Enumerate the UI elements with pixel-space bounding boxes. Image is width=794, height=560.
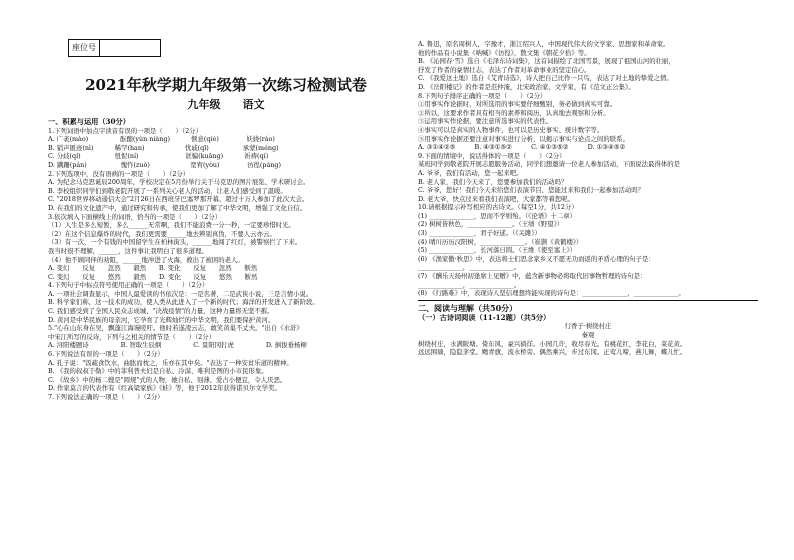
question-line: ______________，______________。 bbox=[418, 280, 521, 289]
question-line: 9.下面的情境中，说话得体的一项是（ ）（2分） bbox=[418, 151, 566, 160]
question-line: (1) ______________，思而不学则殆。（《论语》十二章） bbox=[418, 211, 577, 220]
question-line: D. 老大爷，快点过来看我们表演吧，大家都等着您呢。 bbox=[418, 194, 574, 203]
question-line: A. ③①④②⑤ B. ④③①⑤② C. ④①③⑤② D. ①③④⑤② bbox=[418, 143, 626, 152]
question-line: 秦观 bbox=[581, 331, 595, 339]
question-line: B. 《沁园春·雪》选自《毛泽东诗词集》，这首词描绘了北国雪景，展现了祖国山河的壮丽， bbox=[418, 57, 675, 66]
question-line: C. 变幻 反复 悠然 毅然 D. 变化 反复 悠然 断然 bbox=[48, 272, 258, 281]
question-line: A. 爷爷，我们有活动，您一起来吧。 bbox=[418, 168, 523, 177]
question-line: 7.下列说法正确的一项是（ ）（2分） bbox=[48, 393, 164, 401]
question-line: (3) ______________，君子好逑。（《关雎》） bbox=[418, 229, 541, 238]
question-line: A. 广袤(mào) 酝酿(yùn niàng) 惬意(qiè) 妖娆(ráo) bbox=[48, 135, 275, 144]
question-line: D. 《岳阳楼记》的作者是范仲淹，北宋政治家、文学家，有《范文正公集》。 bbox=[418, 82, 635, 91]
question-line: (5) ______________，长河落日圆。（王维《使至塞上》） bbox=[418, 246, 577, 255]
seat-number-field[interactable] bbox=[100, 39, 161, 57]
question-line: D. 作家莫言的代表作有《红高粱家族》《蛙》等，他于2012年获得诺贝尔文学奖。 bbox=[48, 384, 281, 393]
left-question-list bbox=[48, 118, 404, 402]
question-line: C. 《我爱这土地》选自《艾青诗选》，诗人把自己比作一只鸟，表达了对土地的挚爱之情。 bbox=[418, 74, 673, 83]
question-line: 某班同学到敬老院开展志愿服务活动，同学们想邀请一位老人参加活动，下面说法最得体的是 bbox=[418, 160, 681, 169]
question-line: 4.下列句子中标点符号使用正确的一项是（ ）（2分） bbox=[48, 281, 209, 290]
question-line: 3.依次填入下面横线上的词语，恰当的一项是（ ）（2分） bbox=[48, 212, 222, 221]
question-line: ③运用事实作论据，要注意所选事实的代表性。 bbox=[418, 117, 553, 126]
section-heading: 二、阅读与理解（共50分） bbox=[418, 302, 518, 313]
question-line: 6.下列说法有误的一项是（ ）（2分） bbox=[48, 350, 164, 359]
question-line: 抒发了作者的豪情壮志，表达了作者对革命事业的坚定信心。 bbox=[418, 65, 591, 74]
question-line: D. 在我们的文化遗产中，通过研究和传承，使我们更加了解了中华文明，增强了文化自信。 bbox=[48, 203, 307, 212]
seat-number-box bbox=[68, 39, 161, 57]
question-line: 5."心在山东身在吴，飘蓬江海谩嗟吁。他时若遂凌云志，敢笑黄巢不丈夫。"出自《水浒》 bbox=[48, 324, 303, 333]
question-line: A. 孔子说："饭疏食饮水，曲肱而枕之，乐亦在其中矣。"表达了一种安贫乐道的精神。 bbox=[48, 358, 293, 367]
question-line: ______________，______________。 bbox=[418, 263, 521, 272]
question-heading: （一）古诗词阅读（11-12题）（共5分） bbox=[418, 313, 551, 322]
question-heading: 一、积累与运用（30分） bbox=[48, 118, 130, 126]
question-line: (8) 《行路难》中，表现诗人坚信理想终能实现的诗句是：______________，______________。 bbox=[418, 289, 685, 298]
question-line: C. 《故乡》中的杨二嫂是"圆规"式的人物，她自私、刻薄、爱占小便宜，令人厌恶。 bbox=[48, 375, 287, 384]
question-line: ②所以，这要求作者具有相当的素养和阅历，认真地去观察和分析。 bbox=[418, 108, 610, 117]
question-line: A. 鲁迅，原名周树人，字豫才，浙江绍兴人，中国现代伟大的文学家、思想家和革命家。 bbox=[418, 40, 670, 48]
question-line: ⑤用事实作论据还要注意对事实进行分析，以揭示事实与论点之间的联系。 bbox=[418, 134, 629, 143]
seat-number-label: 座位号 bbox=[68, 39, 100, 57]
question-line: (6) 《渔家傲·秋思》中，表达将士们思念家乡又不愿无功而返的矛盾心理的句子是： bbox=[418, 254, 655, 263]
question-line: A. 一项社会调查显示，中国人最爱读的书依次是：一是名著，二是武侠小说，三是言情小说。 bbox=[48, 289, 313, 298]
right-column bbox=[418, 0, 758, 560]
question-line: （4）他不顾同伴的劝阻，______地冲进了火海，救出了被困的老人。 bbox=[48, 255, 244, 264]
exam-title: 2021年秋学期九年级第一次练习检测试卷 bbox=[85, 76, 367, 94]
question-line: 10.请根据提示补写相应的古诗文。（每空1分，共12分） bbox=[418, 203, 578, 212]
question-line: A. 浔阳楼题诗 B. 智取生辰纲 C. 景阳冈打虎 D. 倒拔垂杨柳 bbox=[48, 341, 307, 350]
question-line: 树绕村庄，水满陂塘。倚东风，豪兴徜徉。小园几许，收尽春光。有桃花红，李花白，菜花黄。 bbox=[418, 339, 687, 348]
question-line: 远远围墙，隐隐茅堂。飏青旗，流水桥旁。偶然乘兴，步过东冈。正莺儿啼，燕儿舞，蝶儿忙。 bbox=[418, 348, 687, 357]
question-line: （1）人生是多么短暂，多么______无常啊，我们不能浪费一分一秒，一定要珍惜时光。 bbox=[48, 221, 295, 230]
question-line: C. 分歧(qí) 忸怩(ní) 诓骗(kuāng) 祈祷(qí) bbox=[48, 152, 269, 161]
question-line: （3）有一次，一个有钱的中国留学生在柏林街头，______地闯了红灯，被警察拦了下来。 bbox=[48, 238, 302, 247]
question-line: 2.下列选项中，没有语病的一项是（ ）（2分） bbox=[48, 169, 190, 178]
question-line: D. 黄河是中华民族的母亲河，它孕育了光辉灿烂的中华文明，我们要保护黄河。 bbox=[48, 315, 275, 324]
question-line: (2) 树树皆秋色，______________。（王绩《野望》） bbox=[418, 220, 564, 229]
question-line: A. 变幻 反复 忽然 毅然 B. 变化 反复 忽然 断然 bbox=[48, 264, 258, 273]
exam-subtitle: 九年级 语文 bbox=[187, 98, 265, 111]
question-line: （2）在这个信息爆炸的时代，我们更需要______地去辨别真伪，不要人云亦云。 bbox=[48, 229, 276, 238]
question-line: C. 爷爷，您好！我们今天来给您们表演节目，您能过来和我们一起参加活动吗？ bbox=[418, 186, 645, 195]
question-line: B. 老人家，我们今天来了，您要参加我们的活动吗？ bbox=[418, 177, 568, 186]
section-divider bbox=[418, 300, 758, 301]
right-question-list bbox=[418, 40, 758, 357]
question-line: 我当时很不理解，______，这件事让我明白了很多道理。 bbox=[48, 246, 208, 255]
question-line: ①用事实作论据时，对所选用的事实要仔细甄别，务必做到真实可靠。 bbox=[418, 100, 617, 109]
question-line: ④事实可以是真实的人物事件，也可以是历史事实、统计数字等。 bbox=[418, 125, 604, 134]
question-line: 8.下列句子排序正确的一项是（ ）（2分） bbox=[418, 91, 547, 100]
question-line: B. 《我的叔叔于勒》中的菲利普夫妇是自私、冷漠、唯利是图的小市民形象。 bbox=[48, 367, 268, 376]
question-line: (7) 《酬乐天扬州初逢席上见赠》中，蕴含新事物必将取代旧事物哲理的诗句是： bbox=[418, 272, 647, 281]
question-line: 行香子·树绕村庄 bbox=[564, 322, 612, 331]
question-line: D. 蹒跚(pán) 愧怍(zuò) 宽宥(yòu) 彷徨(páng) bbox=[48, 160, 282, 169]
question-line: C. 我们感受到了全国人民众志成城、"决战疫情"的力量，这种力量将无坚不摧。 bbox=[48, 307, 274, 316]
question-line: B. 李校组织同学们到敬老院开展了一系列关心老人的活动，让老人们感受到了温暖。 bbox=[48, 186, 287, 195]
question-line: 他的作品有小说集《呐喊》《彷徨》，散文集《朝花夕拾》等。 bbox=[418, 48, 591, 57]
left-column bbox=[48, 0, 404, 560]
question-line: B. 科学家们称，这一技术的成功，使人类从此进入了一个新的时代；海洋的开发进入了新阶段。 bbox=[48, 298, 319, 307]
question-line: 1.下列词语中加点字读音有误的一项是（ ）（2分） bbox=[48, 126, 202, 135]
question-line: (4) 晴川历历汉阳树，______________。（崔颢《黄鹤楼》） bbox=[418, 237, 583, 246]
question-line: A. 为纪念马克思诞辰200周年，学校决定在5月份举行关于马克思的图片展览、学术研讨会。 bbox=[48, 178, 310, 187]
question-line: C. "2018世界移动通信大会"2月26日在西班牙巴塞罗那开幕，超过十万人参加了此次大会。 bbox=[48, 195, 309, 204]
question-line: 中宋江所写的反诗，下列与之相关的情节是（ ）（2分） bbox=[48, 332, 216, 341]
question-line: B. 销声匿迹(nì) 稀罕(han) 忧戚(qī) 承蒙(méng) bbox=[48, 143, 279, 152]
